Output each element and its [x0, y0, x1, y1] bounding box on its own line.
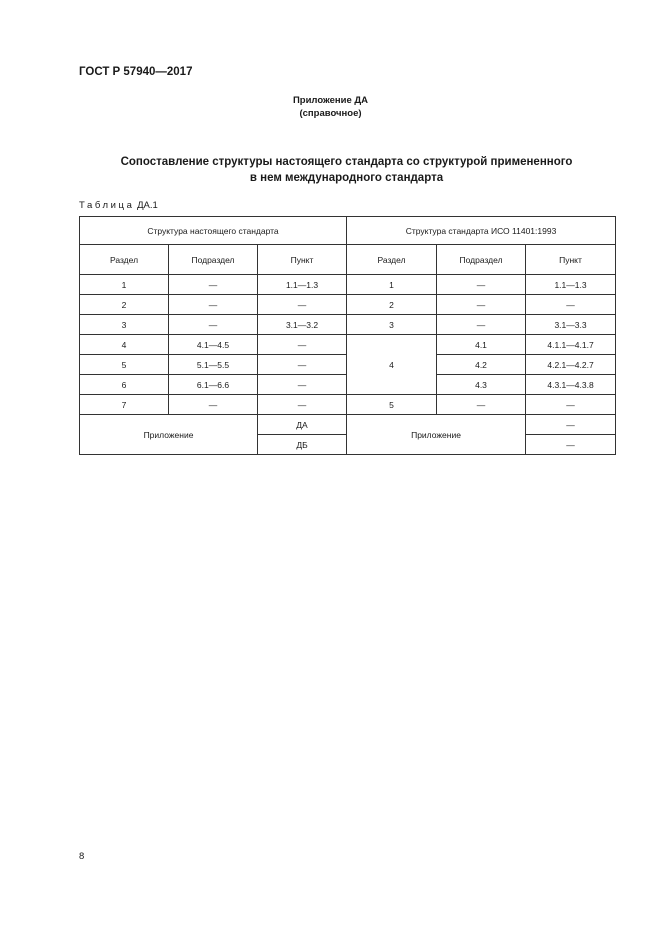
cell-section-right: 3 — [347, 315, 437, 335]
cell-section-left: 5 — [80, 355, 169, 375]
cell-section-left: 3 — [80, 315, 169, 335]
document-title — [0, 154, 661, 186]
cell-subsection-left: — — [169, 315, 258, 335]
table-row — [80, 395, 616, 415]
col-header-subsection-right: Подраздел — [437, 245, 526, 275]
page-number: 8 — [79, 851, 85, 862]
cell-subsection-right: — — [437, 315, 526, 335]
cell-item-left: — — [258, 395, 347, 415]
appendix-title: Приложение ДА — [292, 95, 369, 106]
table-row — [80, 315, 616, 335]
cell-item-right: 3.1—3.3 — [526, 315, 616, 335]
cell-subsection-left: 6.1—6.6 — [169, 375, 258, 395]
cell-appendix-item-left: ДА — [258, 415, 347, 435]
comparison-table — [79, 216, 616, 455]
cell-item-left: — — [258, 375, 347, 395]
cell-item-right: 1.1—1.3 — [526, 275, 616, 295]
document-title-line-2: в нем международного стандарта — [249, 172, 444, 184]
cell-subsection-right: 4.3 — [437, 375, 526, 395]
table-caption — [79, 200, 158, 211]
cell-item-left: 3.1—3.2 — [258, 315, 347, 335]
cell-appendix-item-left: ДБ — [258, 435, 347, 455]
cell-section-left: 7 — [80, 395, 169, 415]
col-header-item-right: Пункт — [526, 245, 616, 275]
cell-section-left: 6 — [80, 375, 169, 395]
cell-subsection-left: 4.1—4.5 — [169, 335, 258, 355]
table-caption-label: Таблица — [79, 200, 135, 211]
cell-item-right: 4.1.1—4.1.7 — [526, 335, 616, 355]
cell-subsection-left: — — [169, 395, 258, 415]
table-row — [80, 335, 616, 355]
cell-item-left: 1.1—1.3 — [258, 275, 347, 295]
cell-section-right-merged: 4 — [347, 335, 437, 395]
table-row — [80, 275, 616, 295]
table-row — [80, 295, 616, 315]
cell-appendix-item-right: — — [526, 435, 616, 455]
cell-section-right: 5 — [347, 395, 437, 415]
cell-section-right: 1 — [347, 275, 437, 295]
col-header-section-right: Раздел — [347, 245, 437, 275]
cell-item-right: 4.2.1—4.2.7 — [526, 355, 616, 375]
cell-appendix-item-right: — — [526, 415, 616, 435]
cell-section-right: 2 — [347, 295, 437, 315]
cell-appendix-label-left: Приложение — [80, 415, 258, 455]
cell-subsection-left: 5.1—5.5 — [169, 355, 258, 375]
appendix-kind: (справочное) — [299, 108, 362, 119]
cell-subsection-left: — — [169, 275, 258, 295]
cell-subsection-right: 4.2 — [437, 355, 526, 375]
col-header-subsection-left: Подраздел — [169, 245, 258, 275]
cell-section-left: 4 — [80, 335, 169, 355]
col-header-section-left: Раздел — [80, 245, 169, 275]
col-header-item-left: Пункт — [258, 245, 347, 275]
cell-item-right: 4.3.1—4.3.8 — [526, 375, 616, 395]
cell-item-right: — — [526, 295, 616, 315]
document-title-line-1: Сопоставление структуры настоящего стандарта со структурой примененного — [120, 156, 573, 168]
cell-subsection-left: — — [169, 295, 258, 315]
table-column-header-row — [80, 245, 616, 275]
standard-code: ГОСТ Р 57940—2017 — [79, 66, 193, 78]
table-row-appendix — [80, 415, 616, 435]
cell-subsection-right: — — [437, 275, 526, 295]
cell-item-left: — — [258, 335, 347, 355]
cell-item-left: — — [258, 355, 347, 375]
cell-subsection-right: — — [437, 395, 526, 415]
table-group-header-row — [80, 217, 616, 245]
cell-subsection-right: — — [437, 295, 526, 315]
group-header-current-standard: Структура настоящего стандарта — [80, 217, 347, 245]
table-caption-id: ДА.1 — [137, 200, 158, 211]
cell-section-left: 1 — [80, 275, 169, 295]
cell-appendix-label-right: Приложение — [347, 415, 526, 455]
cell-subsection-right: 4.1 — [437, 335, 526, 355]
group-header-iso-standard: Структура стандарта ИСО 11401:1993 — [347, 217, 616, 245]
cell-item-left: — — [258, 295, 347, 315]
cell-item-right: — — [526, 395, 616, 415]
cell-section-left: 2 — [80, 295, 169, 315]
